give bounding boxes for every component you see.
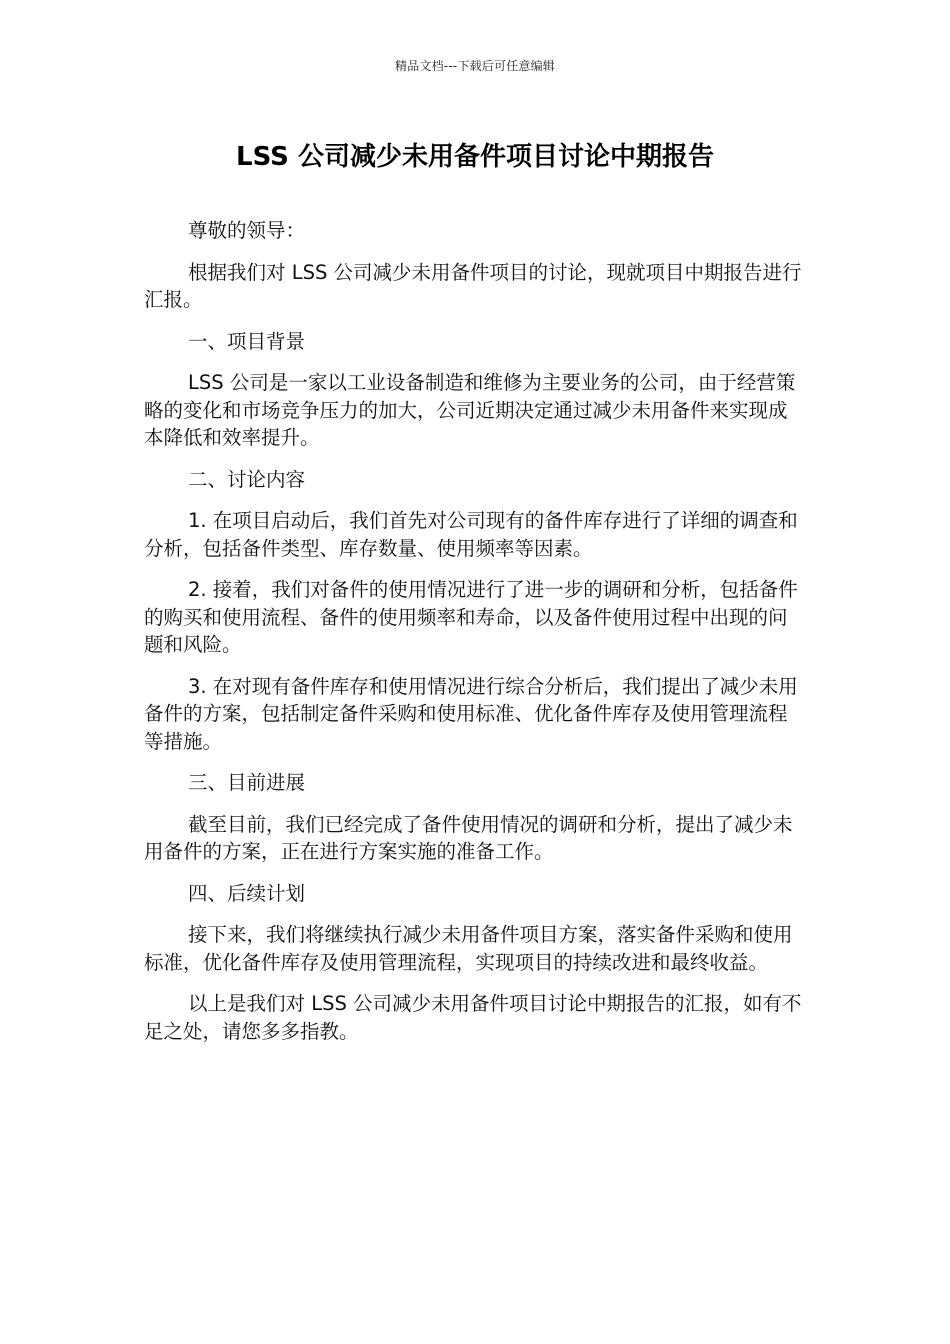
section-heading-progress: 三、目前进展	[188, 771, 306, 794]
discussion-item-3: 3. 在对现有备件库存和使用情况进行综合分析后，我们提出了减少未用备件的方案，包括制定备件采购和使用标准、优化备件库存及使用管理流程等措施。	[144, 674, 798, 753]
document-title: LSS 公司减少未用备件项目讨论中期报告	[236, 142, 714, 172]
section-heading-background: 一、项目背景	[188, 329, 306, 353]
discussion-item-1: 1. 在项目启动后，我们首先对公司现有的备件库存进行了详细的调查和分析，包括备件类型、库存数量、使用频率等因素。	[144, 509, 798, 560]
plan-paragraph: 接下来，我们将继续执行减少未用备件项目方案，落实备件采购和使用标准，优化备件库存及使用管理流程，实现项目的持续改进和最终收益。	[144, 923, 793, 974]
section-heading-discussion: 二、讨论内容	[188, 467, 306, 491]
background-paragraph: LSS 公司是一家以工业设备制造和维修为主要业务的公司，由于经营策略的变化和市场竞争压力的加大，公司近期决定通过减少未用备件来实现成本降低和效率提升。	[144, 371, 796, 449]
closing-paragraph: 以上是我们对 LSS 公司减少未用备件项目讨论中期报告的汇报，如有不足之处，请您多多指教。	[144, 992, 802, 1043]
discussion-item-2: 2. 接着，我们对备件的使用情况进行了进一步的调研和分析，包括备件的购买和使用流程、备件的使用频率和寿命，以及备件使用过程中出现的问题和风险。	[144, 578, 798, 656]
salutation: 尊敬的领导：	[188, 219, 306, 242]
document-body	[144, 217, 804, 1059]
intro-paragraph: 根据我们对 LSS 公司减少未用备件项目的讨论，现就项目中期报告进行汇报。	[144, 260, 802, 311]
section-heading-plan: 四、后续计划	[188, 881, 306, 905]
header-note: 精品文档---下载后可任意编辑	[395, 59, 555, 73]
progress-paragraph: 截至目前，我们已经完成了备件使用情况的调研和分析，提出了减少未用备件的方案，正在进行方案实施的准备工作。	[144, 812, 793, 863]
